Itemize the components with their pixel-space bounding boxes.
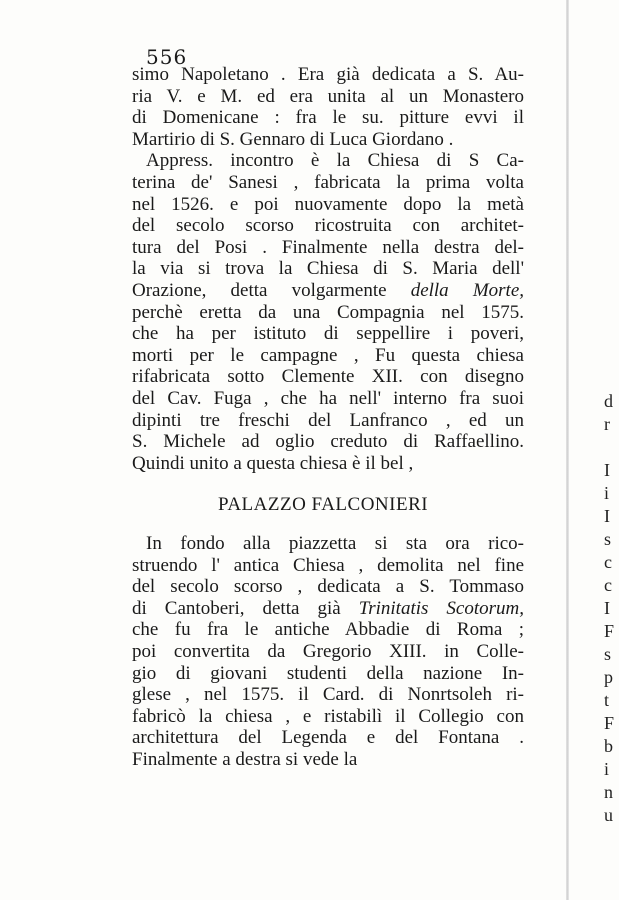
- margin-fragment: t: [604, 690, 610, 710]
- text-line: del Cav. Fuga , che ha nell' interno fra suoi: [132, 387, 524, 409]
- text-line: struendo l' antica Chiesa , demolita nel fine: [132, 554, 524, 576]
- margin-fragment: s: [604, 644, 612, 664]
- text-line: rifabricata sotto Clemente XII. con disegno: [132, 366, 524, 388]
- page-gutter: [566, 0, 569, 900]
- text-line: Martirio di S. Gennaro di Luca Giordano .: [132, 128, 454, 150]
- text-line: poi convertita da Gregorio XIII. in Colle-: [132, 640, 524, 662]
- text-line: perchè eretta da una Compagnia nel 1575.: [132, 301, 524, 323]
- text-line: che fu fra le antiche Abbadie di Roma ;: [132, 619, 524, 641]
- text-line: [132, 280, 524, 302]
- text-line: tura del Posi . Finalmente nella destra del-: [132, 236, 524, 258]
- text-line: Quindi unito a questa chiesa è il bel ,: [132, 452, 414, 474]
- margin-fragment: c: [604, 552, 612, 572]
- margin-fragment: F: [604, 621, 615, 641]
- section-title: PALAZZO FALCONIERI: [218, 494, 429, 515]
- line-text: di Cantoberi, detta già: [132, 597, 341, 619]
- text-line: dipinti tre freschi del Lanfranco , ed un: [132, 409, 524, 431]
- text-line: fabricò la chiesa , e ristabilì il Collegio con: [132, 705, 524, 727]
- margin-fragment: [604, 436, 619, 459]
- text-line: Appress. incontro è la Chiesa di S Ca-: [146, 150, 524, 172]
- text-line: di Domenicane : fra le su. pitture evvi il: [132, 107, 524, 129]
- margin-fragment: n: [604, 782, 613, 802]
- margin-fragment: c: [604, 575, 612, 595]
- adjacent-page-fragments: [604, 390, 619, 827]
- text-line: del secolo scorso , dedicata a S. Tommaso: [132, 576, 524, 598]
- text-line: In fondo alla piazzetta si sta ora rico-: [146, 533, 524, 554]
- margin-fragment: s: [604, 529, 612, 549]
- text-line: terina de' Sanesi , fabricata la prima volta: [132, 171, 524, 193]
- text-line: Finalmente a destra si vede la: [132, 748, 358, 770]
- text-line: ria V. e M. ed era unita al un Monastero: [132, 85, 524, 107]
- margin-fragment: F: [604, 713, 615, 733]
- text-line: che ha per istituto di seppellire i poveri,: [132, 323, 524, 345]
- text-line: S. Michele ad oglio creduto di Raffaellino.: [132, 431, 524, 453]
- margin-fragment: b: [604, 736, 613, 756]
- text-line: morti per le campagne , Fu questa chiesa: [132, 344, 524, 366]
- margin-fragment: d: [604, 391, 613, 411]
- margin-fragment: I: [604, 460, 610, 480]
- margin-fragment: u: [604, 805, 613, 825]
- italic-phrase: della Morte,: [410, 279, 524, 301]
- text-line: gio di giovani studenti della nazione In-: [132, 662, 524, 684]
- text-line: simo Napoletano . Era già dedicata a S. Au-: [132, 64, 524, 85]
- line-text: Orazione, detta volgarmente: [132, 279, 387, 301]
- margin-fragment: p: [604, 667, 613, 687]
- text-block-top: [132, 64, 524, 474]
- text-line: del secolo scorso ricostruita con architet-: [132, 215, 524, 237]
- margin-fragment: r: [604, 414, 610, 434]
- text-line: [132, 598, 524, 620]
- text-block-bottom: [132, 533, 524, 771]
- margin-fragment: I: [604, 506, 610, 526]
- margin-fragment: i: [604, 483, 610, 503]
- italic-phrase: Trinitatis Scotorum,: [358, 597, 525, 619]
- text-line: glese , nel 1575. il Card. di Nonrtsoleh ri-: [132, 684, 524, 706]
- text-line: architettura del Legenda e del Fontana .: [132, 727, 524, 749]
- page-number: 556: [146, 45, 188, 69]
- margin-fragment: i: [604, 759, 610, 779]
- margin-fragment: I: [604, 598, 610, 618]
- text-line: la via si trova la Chiesa di S. Maria dell': [132, 258, 524, 280]
- text-line: nel 1526. e poi nuovamente dopo la metà: [132, 193, 524, 215]
